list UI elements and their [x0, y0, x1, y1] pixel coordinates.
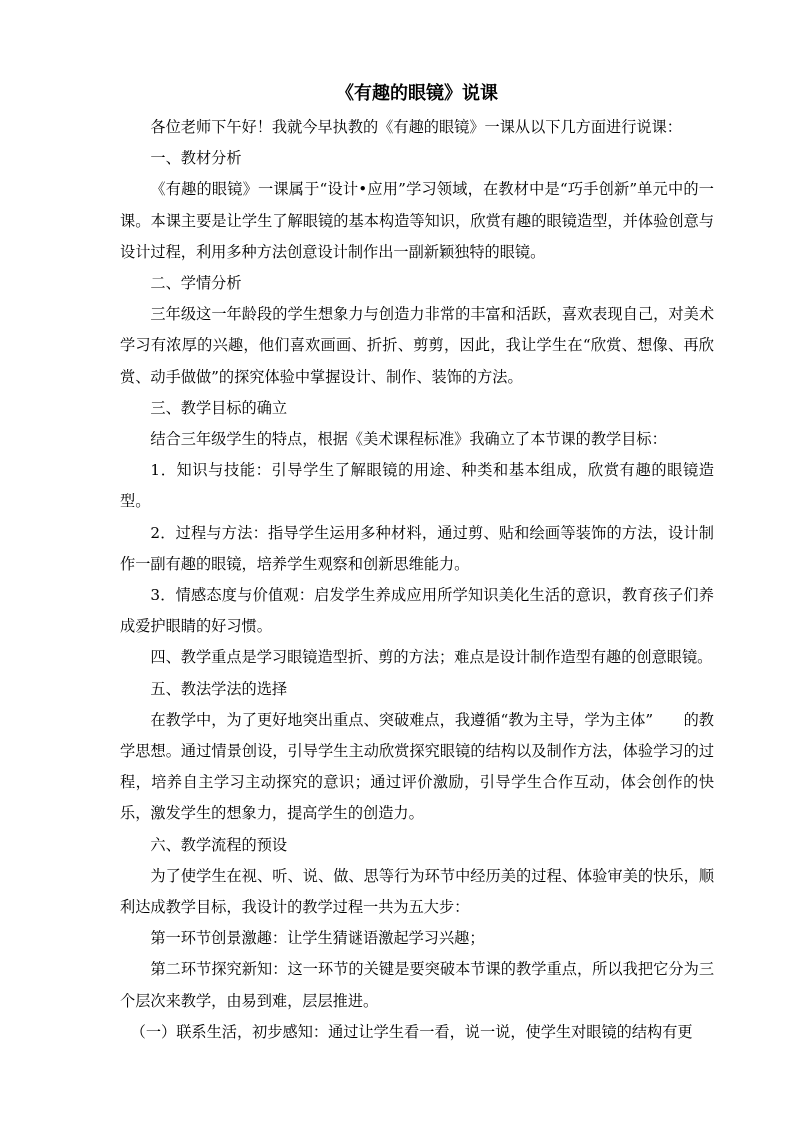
heading-teaching-goals: 三、教学目标的确立	[150, 398, 288, 417]
paragraph-step-two-part-one: （一）联系生活，初步感知：通过让学生看一看，说一说，使学生对眼镜的结构有更	[130, 1022, 693, 1041]
paragraph-goal-knowledge: 1．知识与技能：引导学生了解眼镜的用途、种类和基本组成，欣赏有趣的眼镜造型。	[120, 461, 714, 511]
paragraph-goal-process: 2．过程与方法：指导学生运用多种材料，通过剪、贴和绘画等装饰的方法，设计制作一副有趣的眼镜，培养学生观察和创新思维能力。	[120, 523, 714, 573]
paragraph-step-one: 第一环节创景激趣：让学生猜谜语激起学习兴趣；	[150, 929, 485, 948]
heading-teaching-methods: 五、教法学法的选择	[150, 679, 288, 698]
heading-student-analysis: 二、学情分析	[150, 274, 242, 293]
document-body	[120, 80, 714, 1048]
paragraph-student-analysis: 三年级这一年龄段的学生想象力与创造力非常的丰富和活跃，喜欢表现自己，对美术学习有浓厚的兴趣，他们喜欢画画、折折、剪剪，因此，我让学生在“欣赏、想像、再欣赏、动手做做”的探究体验中掌握设计、制作、装饰的方法。	[120, 305, 714, 386]
paragraph-teaching-process-intro: 为了使学生在视、听、说、做、思等行为环节中经历美的过程、体验审美的快乐，顺利达成教学目标，我设计的教学过程一共为五大步：	[120, 866, 714, 917]
paragraph-textbook-analysis: 《有趣的眼镜》一课属于“设计•应用”学习领域，在教材中是“巧手创新”单元中的一课。本课主要是让学生了解眼镜的基本构造等知识，欣赏有趣的眼镜造型，并体验创意与设计过程，利用多种方法创意设计制作出一副新颖独特的眼镜。	[120, 180, 714, 261]
paragraph-key-points: 四、教学重点是学习眼镜造型折、剪的方法；难点是设计制作造型有趣的创意眼镜。	[150, 648, 713, 667]
heading-teaching-process: 六、教学流程的预设	[150, 835, 288, 854]
paragraph-teaching-methods: 在教学中，为了更好地突出重点、突破难点，我遵循“教为主导，学为主体” 的教学思想。通过情景创设，引导学生主动欣赏探究眼镜的结构以及制作方法，体验学习的过程，培养自主学习主动探究的意识；通过评价激励，引导学生合作互动，体会创作的快乐，激发学生的想象力，提高学生的创造力。	[120, 710, 714, 823]
paragraph-step-two: 第二环节探究新知：这一环节的关键是要突破本节课的教学重点，所以我把它分为三个层次来教学，由易到难，层层推进。	[120, 960, 714, 1010]
paragraph-teaching-goals-intro: 结合三年级学生的特点，根据《美术课程标准》我确立了本节课的教学目标：	[150, 430, 667, 449]
paragraph-greeting: 各位老师下午好！我就今早执教的《有趣的眼镜》一课从以下几方面进行说课：	[150, 118, 682, 136]
page-title: 《有趣的眼镜》说课	[336, 83, 498, 104]
paragraph-goal-attitude: 3．情感态度与价值观：启发学生养成应用所学知识美化生活的意识，教育孩子们养成爱护眼睛的好习惯。	[120, 586, 714, 636]
heading-textbook-analysis: 一、教材分析	[150, 149, 242, 168]
